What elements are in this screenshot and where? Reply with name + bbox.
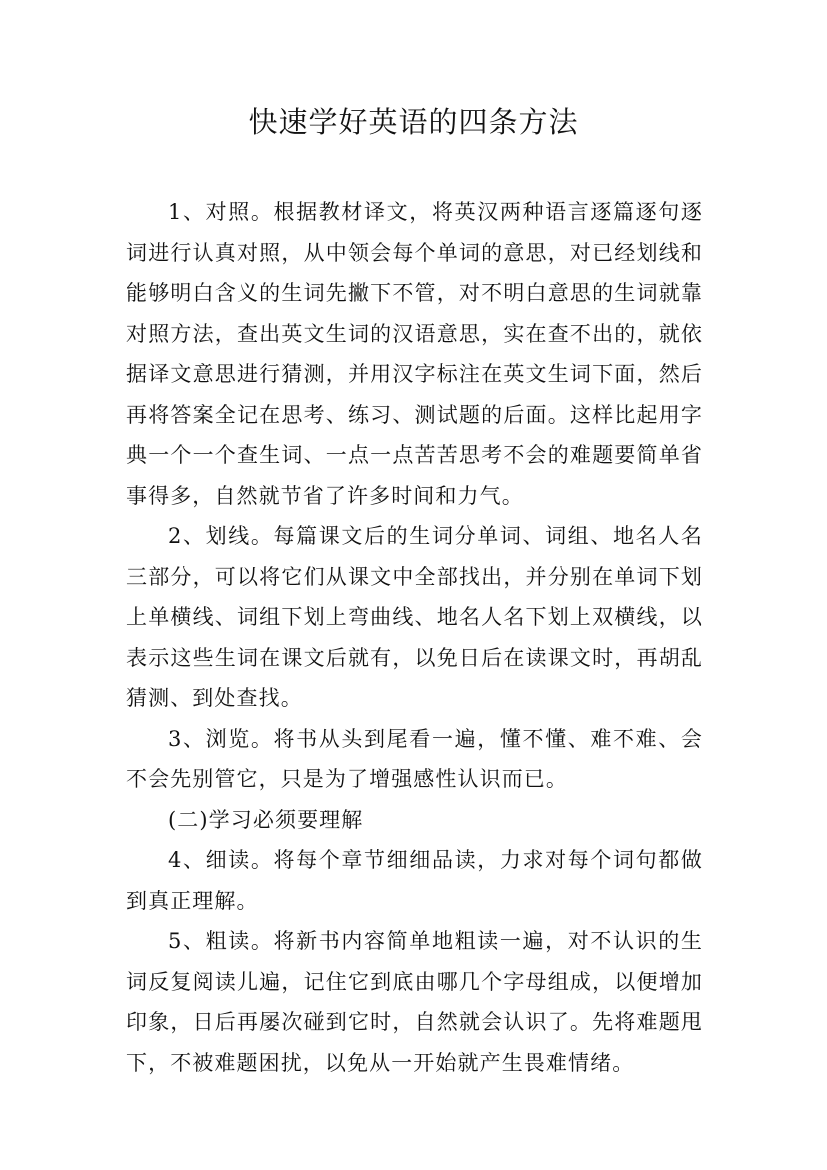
section-heading-understanding: (二)学习必须要理解 xyxy=(168,807,364,832)
document-title: 快速学好英语的四条方法 xyxy=(248,105,579,139)
paragraph-contrast: 1、对照。根据教材译文，将英汉两种语言逐篇逐句逐词进行认真对照，从中领会每个单词的意思，对已经划线和能够明白含义的生词先撇下不管，对不明白意思的生词就靠对照方法，查出英文生词的汉语意思，实在查不出的，就依据译文意思进行猜测，并用汉字标注在英文生词下面，然后再将答案全记在思考、练习、测试题的后面。这样比起用字典一个一个查生词、一点一点苦苦思考不会的难题要简单省事得多，自然就节省了许多时间和力气。 xyxy=(126,200,703,508)
document-body xyxy=(126,192,703,1083)
paragraph-underline: 2、划线。每篇课文后的生词分单词、词组、地名人名三部分，可以将它们从课文中全部找出，并分别在单词下划上单横线、词组下划上弯曲线、地名人名下划上双横线，以表示这些生词在课文后就有，以免日后在读课文时，再胡乱猜测、到处查找。 xyxy=(126,524,703,710)
paragraph-browse: 3、浏览。将书从头到尾看一遍，懂不懂、难不难、会不会先别管它，只是为了增强感性认识而已。 xyxy=(126,726,703,791)
paragraph-rough-reading: 5、粗读。将新书内容简单地粗读一遍，对不认识的生词反复阅读儿遍，记住它到底由哪几个字母组成，以便增加印象，日后再屡次碰到它时，自然就会认识了。先将难题甩下，不被难题困扰，以免从一开始就产生畏难情绪。 xyxy=(126,929,703,1075)
paragraph-close-reading: 4、细读。将每个章节细细品读，力求对每个词句都做到真正理解。 xyxy=(126,848,703,913)
